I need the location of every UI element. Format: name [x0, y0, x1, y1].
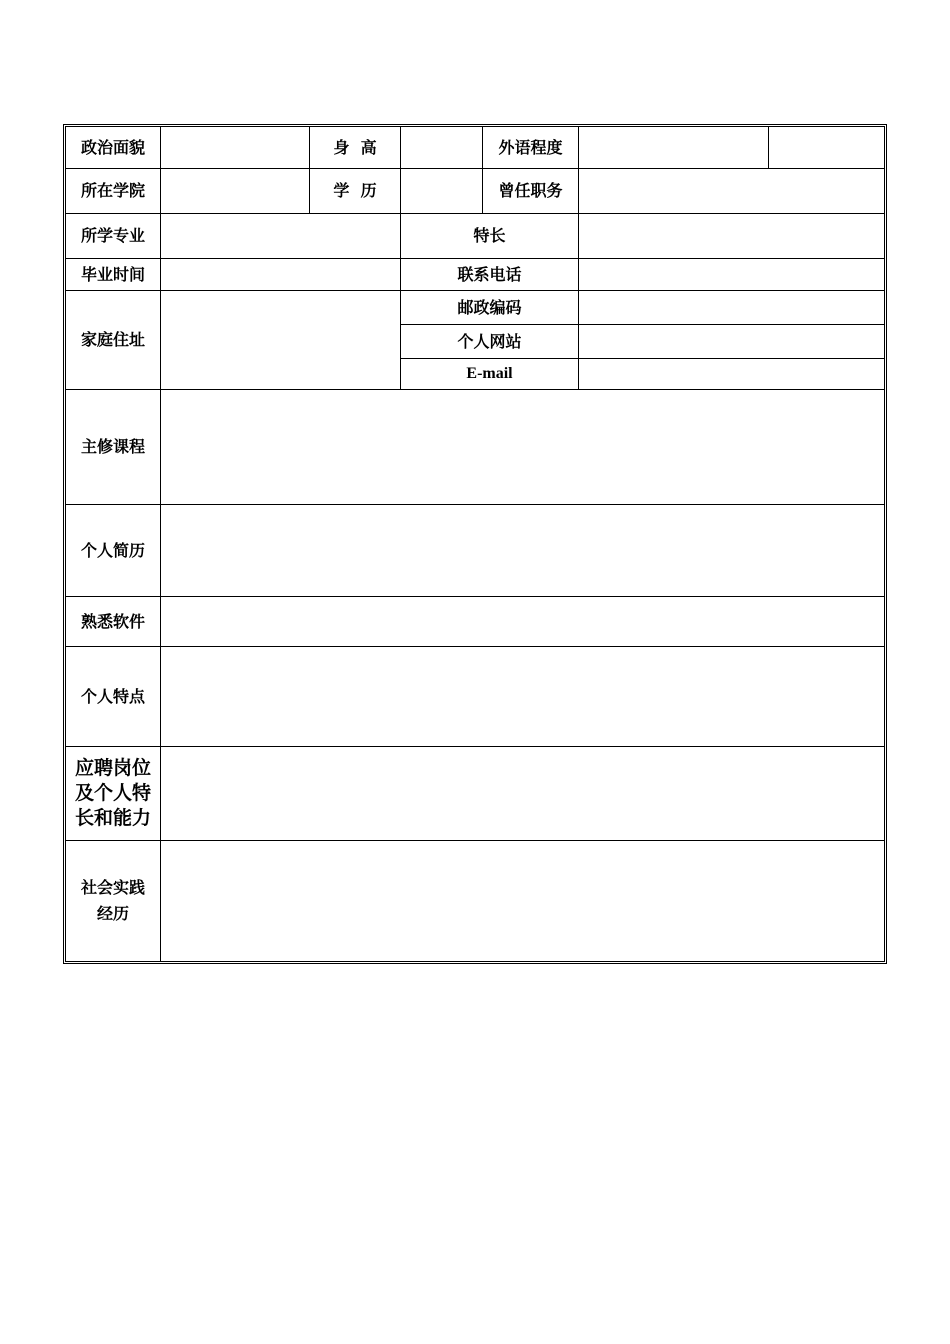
field-main-courses[interactable] — [161, 390, 884, 504]
label-position-line-1: 应聘岗位 — [74, 757, 151, 780]
field-email[interactable] — [579, 359, 884, 389]
label-position-line-2: 及个人特 — [74, 782, 151, 805]
field-social-practice[interactable] — [161, 841, 884, 961]
label-height: 身 高 — [333, 137, 377, 157]
field-postal-code[interactable] — [579, 291, 884, 324]
label-former-position: 曾任职务 — [498, 181, 563, 201]
field-height[interactable] — [401, 127, 482, 168]
label-practice-line-2: 经历 — [96, 904, 129, 923]
field-college[interactable] — [161, 169, 309, 213]
field-position-abilities[interactable] — [161, 747, 884, 840]
label-graduation-time: 毕业时间 — [80, 264, 145, 284]
field-foreign-language[interactable] — [579, 127, 768, 168]
label-phone: 联系电话 — [457, 264, 522, 284]
field-personal-website[interactable] — [579, 325, 884, 358]
field-graduation-time[interactable] — [161, 259, 400, 290]
label-position-abilities — [66, 747, 160, 840]
label-practice-line-1: 社会实践 — [80, 878, 145, 898]
photo-box[interactable] — [769, 127, 884, 168]
label-main-courses: 主修课程 — [80, 437, 145, 457]
label-social-practice — [66, 841, 160, 961]
label-education: 学 历 — [333, 181, 377, 201]
label-resume: 个人简历 — [80, 540, 145, 560]
label-personal-traits: 个人特点 — [80, 686, 145, 706]
label-personal-website: 个人网站 — [457, 331, 522, 351]
field-home-address[interactable] — [161, 291, 400, 389]
field-education[interactable] — [401, 169, 482, 213]
label-position-line-3: 长和能力 — [74, 806, 151, 829]
field-major[interactable] — [161, 214, 400, 258]
field-resume[interactable] — [161, 505, 884, 596]
label-specialty: 特长 — [473, 226, 506, 246]
field-software[interactable] — [161, 597, 884, 646]
label-political-status: 政治面貌 — [80, 137, 145, 157]
label-foreign-language: 外语程度 — [498, 137, 563, 157]
label-software: 熟悉软件 — [80, 611, 145, 631]
label-college: 所在学院 — [80, 181, 145, 201]
label-postal-code: 邮政编码 — [457, 297, 522, 317]
field-former-position[interactable] — [579, 169, 884, 213]
label-home-address: 家庭住址 — [80, 330, 145, 350]
field-personal-traits[interactable] — [161, 647, 884, 746]
field-specialty[interactable] — [579, 214, 884, 258]
label-email: E-mail — [466, 365, 513, 383]
field-phone[interactable] — [579, 259, 884, 290]
field-political-status[interactable] — [161, 127, 309, 168]
label-major: 所学专业 — [80, 226, 145, 246]
